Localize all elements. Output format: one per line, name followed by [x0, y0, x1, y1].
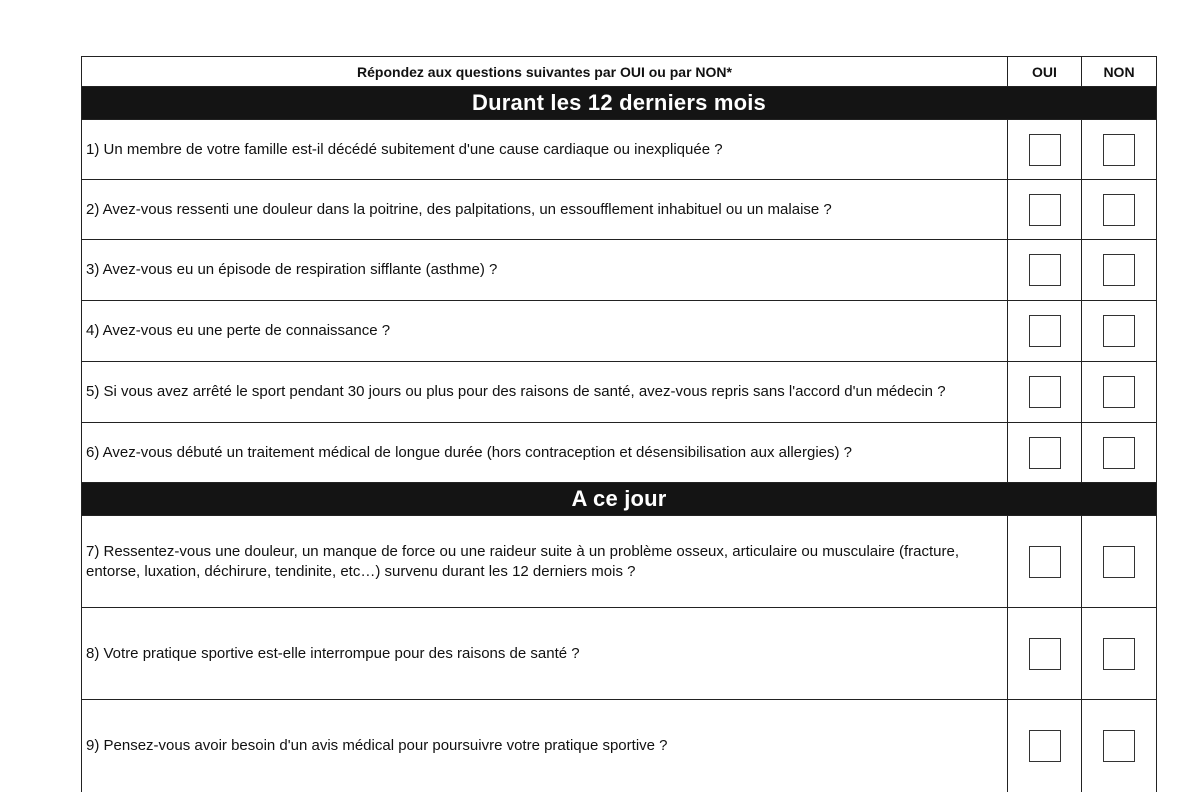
q9-yes-checkbox[interactable]	[1029, 730, 1061, 762]
section-title-last-12-months: Durant les 12 derniers mois	[82, 87, 1156, 120]
q6-no-checkbox[interactable]	[1103, 437, 1135, 469]
q6-yes-checkbox[interactable]	[1029, 437, 1061, 469]
q5-yes-checkbox[interactable]	[1029, 376, 1061, 408]
question-row-3	[82, 240, 1156, 301]
q3-yes-checkbox[interactable]	[1029, 254, 1061, 286]
q8-yes-checkbox[interactable]	[1029, 638, 1061, 670]
question-row-5	[82, 362, 1156, 423]
health-questionnaire-form	[81, 56, 1157, 792]
no-column-header: NON	[1103, 63, 1135, 80]
header-row	[82, 57, 1156, 87]
q2-no-checkbox[interactable]	[1103, 194, 1135, 226]
question-7-text: 7) Ressentez-vous une douleur, un manque de force ou une raideur suite à un problème osseux, articulaire ou musculaire (fracture, entorse, luxation, déchirure, tendinite, etc…) survenu durant les 12 derniers mois ?	[82, 516, 1008, 607]
q3-no-checkbox[interactable]	[1103, 254, 1135, 286]
q1-no-checkbox[interactable]	[1103, 134, 1135, 166]
q5-no-checkbox[interactable]	[1103, 376, 1135, 408]
q4-no-checkbox[interactable]	[1103, 315, 1135, 347]
q4-yes-checkbox[interactable]	[1029, 315, 1061, 347]
q9-no-checkbox[interactable]	[1103, 730, 1135, 762]
instruction-header: Répondez aux questions suivantes par OUI ou par NON*	[82, 57, 1008, 86]
section-title-to-date: A ce jour	[82, 483, 1156, 516]
question-2-text: 2) Avez-vous ressenti une douleur dans la poitrine, des palpitations, un essoufflement inhabituel ou un malaise ?	[82, 180, 1008, 239]
question-4-text: 4) Avez-vous eu une perte de connaissance ?	[82, 301, 1008, 361]
question-6-text: 6) Avez-vous débuté un traitement médical de longue durée (hors contraception et désensibilisation aux allergies) ?	[82, 423, 1008, 482]
question-row-7	[82, 516, 1156, 608]
question-row-1	[82, 120, 1156, 180]
q2-yes-checkbox[interactable]	[1029, 194, 1061, 226]
q1-yes-checkbox[interactable]	[1029, 134, 1061, 166]
question-row-6	[82, 423, 1156, 483]
question-5-text: 5) Si vous avez arrêté le sport pendant 30 jours ou plus pour des raisons de santé, avez-vous repris sans l'accord d'un médecin ?	[82, 362, 1008, 422]
q8-no-checkbox[interactable]	[1103, 638, 1135, 670]
q7-no-checkbox[interactable]	[1103, 546, 1135, 578]
q7-yes-checkbox[interactable]	[1029, 546, 1061, 578]
question-9-text: 9) Pensez-vous avoir besoin d'un avis médical pour poursuivre votre pratique sportive ?	[82, 700, 1008, 792]
question-8-text: 8) Votre pratique sportive est-elle interrompue pour des raisons de santé ?	[82, 608, 1008, 699]
question-3-text: 3) Avez-vous eu un épisode de respiration sifflante (asthme) ?	[82, 240, 1008, 300]
question-1-text: 1) Un membre de votre famille est-il décédé subitement d'une cause cardiaque ou inexpliquée ?	[82, 120, 1008, 179]
question-row-9	[82, 700, 1156, 792]
question-row-4	[82, 301, 1156, 362]
question-row-8	[82, 608, 1156, 700]
question-row-2	[82, 180, 1156, 240]
yes-column-header: OUI	[1008, 57, 1082, 86]
